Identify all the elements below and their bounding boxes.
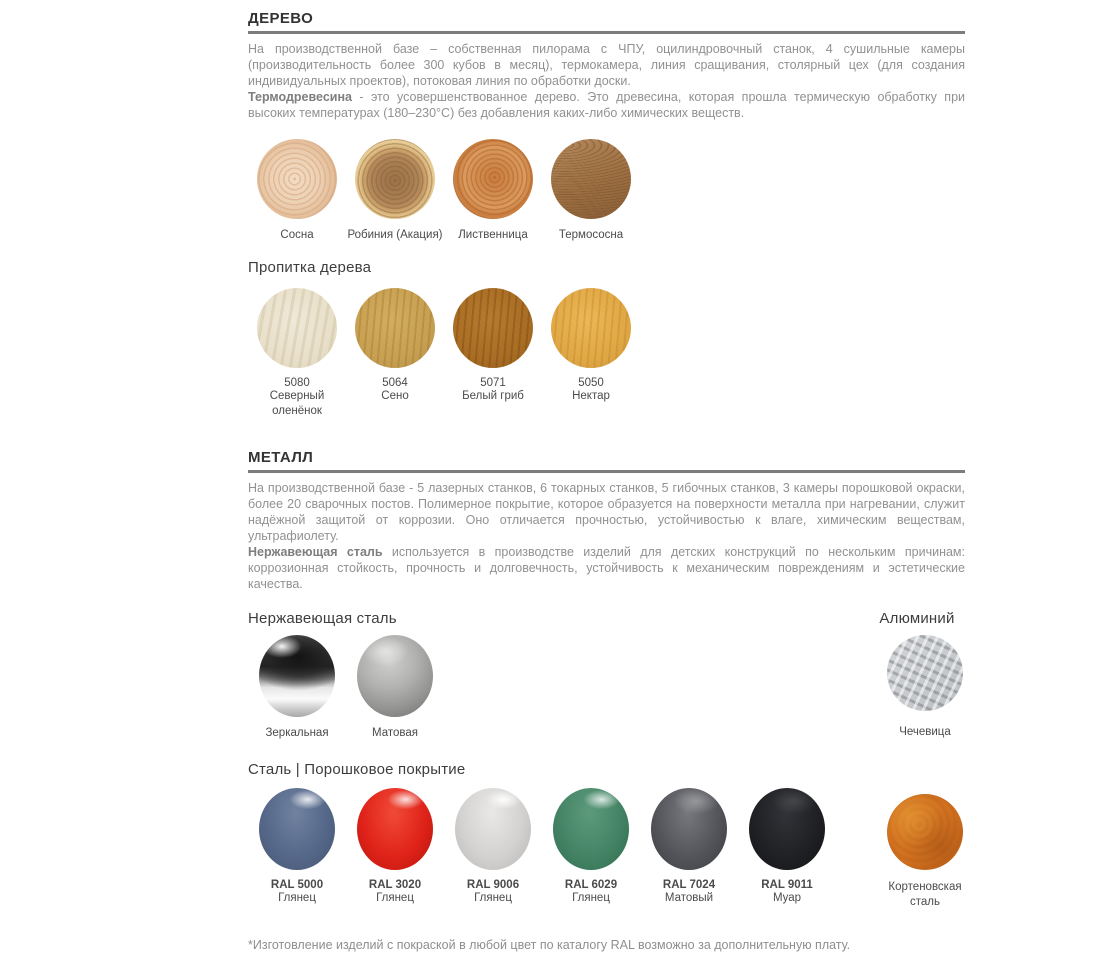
finish-label: Муар	[772, 891, 802, 904]
mirror-steel-ball-image	[259, 635, 335, 717]
impregnation-row	[248, 288, 965, 419]
corten-steel-swatch	[885, 788, 965, 910]
impregnation-swatch-5071	[444, 288, 542, 404]
swatch-label: Термососна	[558, 229, 624, 241]
swatch-label: Сено	[381, 389, 409, 402]
ral-6029-ball-image	[553, 788, 629, 870]
ral-swatch-3020	[346, 788, 444, 906]
ral-3020-ball-image	[357, 788, 433, 870]
ral-swatch-6029	[542, 788, 640, 906]
impregnation-swatch-5080	[248, 288, 346, 419]
section-divider	[248, 470, 965, 473]
wood-swatch-pine	[248, 139, 346, 243]
ral-swatch-7024	[640, 788, 738, 906]
ral-footnote: *Изготовление изделий с покраской в любой цвет по каталогу RAL возможно за дополнительную плату.	[248, 937, 851, 952]
ral-code: RAL 6029	[564, 878, 618, 891]
thermowood-paragraph	[248, 89, 965, 121]
ral-code: RAL 3020	[368, 878, 422, 891]
ral-9006-ball-image	[455, 788, 531, 870]
powder-coating-title: Сталь | Порошковое покрытие	[248, 760, 466, 778]
aluminum-swatch-lentil	[885, 635, 965, 740]
corten-steel-image	[887, 794, 963, 870]
impregnation-color-5080	[257, 288, 337, 368]
ral-code: RAL 9011	[761, 878, 813, 891]
finish-label: Матовый	[664, 891, 714, 904]
metal-finish-row	[248, 635, 965, 741]
metal-intro-paragraph: На производственной базе - 5 лазерных станков, 6 токарных станков, 5 гибочных станков, 3 камеры порошковой окраски, более 20 сварочных постов. Полимерное покрытие, которое образуется на поверхности металла при нагревании, служит надёжной защитой от коррозии. Оно отличается прочностью, устойчивостью к влаге, химическим веществам, ультрафиолету.	[248, 480, 965, 543]
page-content	[248, 0, 965, 964]
swatch-label: Матовая	[372, 726, 418, 739]
swatch-label: Сосна	[280, 229, 314, 241]
ral-swatch-5000	[248, 788, 346, 906]
wood-swatch-robinia	[346, 139, 444, 243]
matte-steel-ball-image	[357, 635, 433, 717]
swatch-label: Чечевица	[899, 725, 951, 738]
wood-species-row	[248, 139, 965, 243]
finish-label: Глянец	[376, 891, 414, 904]
larch-cross-section-image	[453, 139, 533, 219]
impregnation-swatch-5064	[346, 288, 444, 404]
metal-finish-headings	[248, 610, 965, 627]
ral-5000-ball-image	[259, 788, 335, 870]
impregnation-color-5064	[355, 288, 435, 368]
section-divider	[248, 31, 965, 34]
ral-code: RAL 5000	[270, 878, 324, 891]
powder-coating-row	[248, 788, 965, 910]
wood-swatch-larch	[444, 139, 542, 243]
finish-label: Глянец	[572, 891, 610, 904]
swatch-code: 5071	[480, 376, 506, 389]
swatch-label: Кортеновская сталь	[888, 880, 962, 908]
swatch-code: 5064	[382, 376, 408, 389]
wood-intro-paragraph: На производственной базе – собственная пилорама с ЧПУ, оцилиндровочный станок, 4 сушильные камеры (производительность более 300 кубов в месяц), термокамера, линия сращивания, столярный цех (для создания индивидуальных проектов), потоковая линия по обработки доски.	[248, 42, 965, 88]
checker-plate-image	[887, 635, 963, 711]
impregnation-swatch-5050	[542, 288, 640, 404]
thermowood-text: - это усовершенствованное дерево. Это древесина, которая прошла термическую обработку при высоких температурах (180–230°С) без добавления каких-либо химических веществ.	[248, 90, 965, 120]
ral-7024-ball-image	[651, 788, 727, 870]
impregnation-title: Пропитка дерева	[248, 258, 372, 276]
aluminum-title: Алюминий	[879, 609, 955, 627]
stainless-lead: Нержавеющая сталь	[248, 544, 383, 559]
ral-code: RAL 7024	[662, 878, 716, 891]
stainless-swatch-mirror	[248, 635, 346, 741]
ral-swatch-9011	[738, 788, 836, 906]
swatch-label: Зеркальная	[265, 726, 329, 739]
stainless-swatch-matte	[346, 635, 444, 741]
swatch-code: 5050	[578, 376, 604, 389]
stainless-paragraph	[248, 544, 965, 592]
impregnation-color-5050	[551, 288, 631, 368]
stainless-text: используется в производстве изделий для детских конструкций по нескольким причинам: коррозионная стойкость, прочность и долговечность, устойчивость к механическим повреждениям и эстетические качества.	[248, 544, 965, 591]
ral-code: RAL 9006	[466, 878, 520, 891]
swatch-label: Нектар	[572, 389, 610, 402]
impregnation-color-5071	[453, 288, 533, 368]
ral-swatch-9006	[444, 788, 542, 906]
pine-cross-section-image	[257, 139, 337, 219]
swatch-label: Северный оленёнок	[269, 389, 325, 417]
finish-label: Глянец	[278, 891, 316, 904]
swatch-label: Робиния (Акация)	[347, 229, 443, 241]
wood-section-title: ДЕРЕВО	[248, 10, 314, 27]
robinia-cross-section-image	[355, 139, 435, 219]
swatch-code: 5080	[284, 376, 310, 389]
stainless-steel-title: Нержавеющая сталь	[248, 609, 397, 627]
wood-swatch-thermopine	[542, 139, 640, 243]
metal-section-title: МЕТАЛЛ	[248, 448, 314, 466]
ral-9011-ball-image	[749, 788, 825, 870]
swatch-label: Белый гриб	[462, 389, 524, 402]
swatch-label: Лиственница	[458, 229, 528, 241]
thermowood-lead: Термодревесина	[248, 90, 352, 104]
finish-label: Глянец	[474, 891, 512, 904]
thermopine-grain-image	[551, 139, 631, 219]
